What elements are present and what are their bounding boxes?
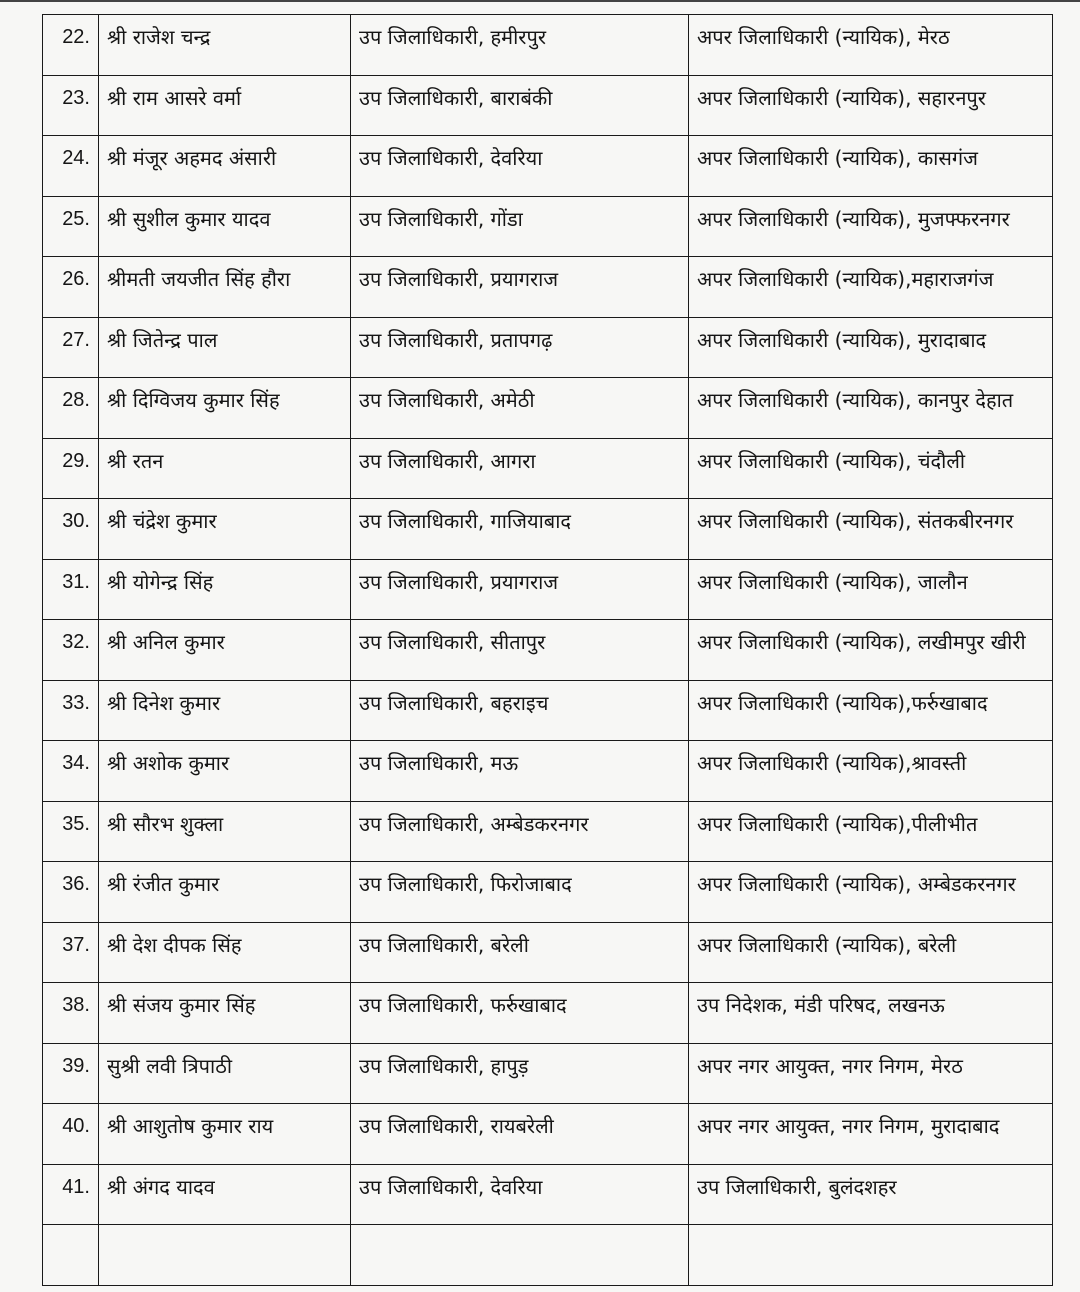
table-row: [43, 75, 1053, 136]
new-posting: अपर जिलाधिकारी (न्यायिक),फर्रुखाबाद: [689, 680, 1053, 741]
officer-name: श्री सुशील कुमार यादव: [99, 196, 351, 257]
serial-number: 25.: [43, 196, 99, 257]
current-posting: उप जिलाधिकारी, बरेली: [351, 922, 689, 983]
new-posting: अपर नगर आयुक्त, नगर निगम, मेरठ: [689, 1043, 1053, 1104]
serial-number: 28.: [43, 378, 99, 439]
current-posting: उप जिलाधिकारी, अम्बेडकरनगर: [351, 801, 689, 862]
officer-name: श्रीमती जयजीत सिंह हौरा: [99, 257, 351, 318]
serial-number: 22.: [43, 15, 99, 76]
officer-name: श्री दिनेश कुमार: [99, 680, 351, 741]
serial-number: 39.: [43, 1043, 99, 1104]
table-row: [43, 620, 1053, 681]
officer-name: श्री सौरभ शुक्ला: [99, 801, 351, 862]
new-posting: उप निदेशक, मंडी परिषद, लखनऊ: [689, 983, 1053, 1044]
serial-number: 23.: [43, 75, 99, 136]
officer-name: श्री जितेन्द्र पाल: [99, 317, 351, 378]
current-posting: उप जिलाधिकारी, बाराबंकी: [351, 75, 689, 136]
serial-number: 24.: [43, 136, 99, 197]
officer-name: श्री अनिल कुमार: [99, 620, 351, 681]
new-posting: अपर जिलाधिकारी (न्यायिक), चंदौली: [689, 438, 1053, 499]
table-row: [43, 317, 1053, 378]
new-posting: उप जिलाधिकारी, बुलंदशहर: [689, 1164, 1053, 1225]
officer-name: श्री दिग्विजय कुमार सिंह: [99, 378, 351, 439]
serial-number: 30.: [43, 499, 99, 560]
new-posting: अपर जिलाधिकारी (न्यायिक), मेरठ: [689, 15, 1053, 76]
table-row-empty: [43, 1225, 1053, 1286]
transfer-table: [42, 14, 1053, 1286]
table-row: [43, 680, 1053, 741]
current-posting: उप जिलाधिकारी, गाजियाबाद: [351, 499, 689, 560]
current-posting: उप जिलाधिकारी, देवरिया: [351, 1164, 689, 1225]
table-row: [43, 257, 1053, 318]
new-posting: अपर जिलाधिकारी (न्यायिक), कासगंज: [689, 136, 1053, 197]
serial-number: 29.: [43, 438, 99, 499]
current-posting: उप जिलाधिकारी, देवरिया: [351, 136, 689, 197]
current-posting: उप जिलाधिकारी, गोंडा: [351, 196, 689, 257]
officer-name: श्री अशोक कुमार: [99, 741, 351, 802]
new-posting: अपर जिलाधिकारी (न्यायिक), जालौन: [689, 559, 1053, 620]
table-row: [43, 559, 1053, 620]
current-posting: उप जिलाधिकारी, मऊ: [351, 741, 689, 802]
table-row: [43, 1104, 1053, 1165]
officer-name: श्री मंजूर अहमद अंसारी: [99, 136, 351, 197]
table-row: [43, 862, 1053, 923]
serial-number: 32.: [43, 620, 99, 681]
serial-number: 36.: [43, 862, 99, 923]
table-row: [43, 136, 1053, 197]
top-border-line: [0, 0, 1080, 2]
new-posting: अपर जिलाधिकारी (न्यायिक), लखीमपुर खीरी: [689, 620, 1053, 681]
table-row: [43, 922, 1053, 983]
table-row: [43, 983, 1053, 1044]
officer-name: श्री अंगद यादव: [99, 1164, 351, 1225]
new-posting: अपर जिलाधिकारी (न्यायिक), सहारनपुर: [689, 75, 1053, 136]
serial-number: 41.: [43, 1164, 99, 1225]
serial-number: 34.: [43, 741, 99, 802]
serial-number: 40.: [43, 1104, 99, 1165]
table-row: [43, 1043, 1053, 1104]
empty-cell: [99, 1225, 351, 1286]
empty-cell: [689, 1225, 1053, 1286]
current-posting: उप जिलाधिकारी, फर्रुखाबाद: [351, 983, 689, 1044]
table-row: [43, 499, 1053, 560]
serial-number: 38.: [43, 983, 99, 1044]
table-row: [43, 378, 1053, 439]
new-posting: अपर नगर आयुक्त, नगर निगम, मुरादाबाद: [689, 1104, 1053, 1165]
current-posting: उप जिलाधिकारी, फिरोजाबाद: [351, 862, 689, 923]
new-posting: अपर जिलाधिकारी (न्यायिक), मुरादाबाद: [689, 317, 1053, 378]
table-row: [43, 801, 1053, 862]
officer-name: श्री चंद्रेश कुमार: [99, 499, 351, 560]
officer-name: श्री योगेन्द्र सिंह: [99, 559, 351, 620]
officer-name: श्री रंजीत कुमार: [99, 862, 351, 923]
new-posting: अपर जिलाधिकारी (न्यायिक),पीलीभीत: [689, 801, 1053, 862]
new-posting: अपर जिलाधिकारी (न्यायिक),महाराजगंज: [689, 257, 1053, 318]
officer-name: श्री राजेश चन्द्र: [99, 15, 351, 76]
table-row: [43, 1164, 1053, 1225]
current-posting: उप जिलाधिकारी, प्रयागराज: [351, 257, 689, 318]
current-posting: उप जिलाधिकारी, प्रयागराज: [351, 559, 689, 620]
current-posting: उप जिलाधिकारी, प्रतापगढ़: [351, 317, 689, 378]
new-posting: अपर जिलाधिकारी (न्यायिक),श्रावस्ती: [689, 741, 1053, 802]
current-posting: उप जिलाधिकारी, अमेठी: [351, 378, 689, 439]
new-posting: अपर जिलाधिकारी (न्यायिक), कानपुर देहात: [689, 378, 1053, 439]
officer-name: श्री संजय कुमार सिंह: [99, 983, 351, 1044]
empty-cell: [351, 1225, 689, 1286]
officer-name: श्री राम आसरे वर्मा: [99, 75, 351, 136]
new-posting: अपर जिलाधिकारी (न्यायिक), बरेली: [689, 922, 1053, 983]
officer-name: श्री रतन: [99, 438, 351, 499]
table-row: [43, 741, 1053, 802]
empty-cell: [43, 1225, 99, 1286]
current-posting: उप जिलाधिकारी, हापुड़: [351, 1043, 689, 1104]
new-posting: अपर जिलाधिकारी (न्यायिक), संतकबीरनगर: [689, 499, 1053, 560]
table-row: [43, 196, 1053, 257]
serial-number: 37.: [43, 922, 99, 983]
officer-name: श्री आशुतोष कुमार राय: [99, 1104, 351, 1165]
officer-name: सुश्री लवी त्रिपाठी: [99, 1043, 351, 1104]
table-row: [43, 15, 1053, 76]
serial-number: 27.: [43, 317, 99, 378]
current-posting: उप जिलाधिकारी, रायबरेली: [351, 1104, 689, 1165]
serial-number: 33.: [43, 680, 99, 741]
current-posting: उप जिलाधिकारी, बहराइच: [351, 680, 689, 741]
serial-number: 26.: [43, 257, 99, 318]
current-posting: उप जिलाधिकारी, हमीरपुर: [351, 15, 689, 76]
current-posting: उप जिलाधिकारी, आगरा: [351, 438, 689, 499]
new-posting: अपर जिलाधिकारी (न्यायिक), मुजफ्फरनगर: [689, 196, 1053, 257]
serial-number: 31.: [43, 559, 99, 620]
officer-name: श्री देश दीपक सिंह: [99, 922, 351, 983]
current-posting: उप जिलाधिकारी, सीतापुर: [351, 620, 689, 681]
serial-number: 35.: [43, 801, 99, 862]
new-posting: अपर जिलाधिकारी (न्यायिक), अम्बेडकरनगर: [689, 862, 1053, 923]
table-row: [43, 438, 1053, 499]
